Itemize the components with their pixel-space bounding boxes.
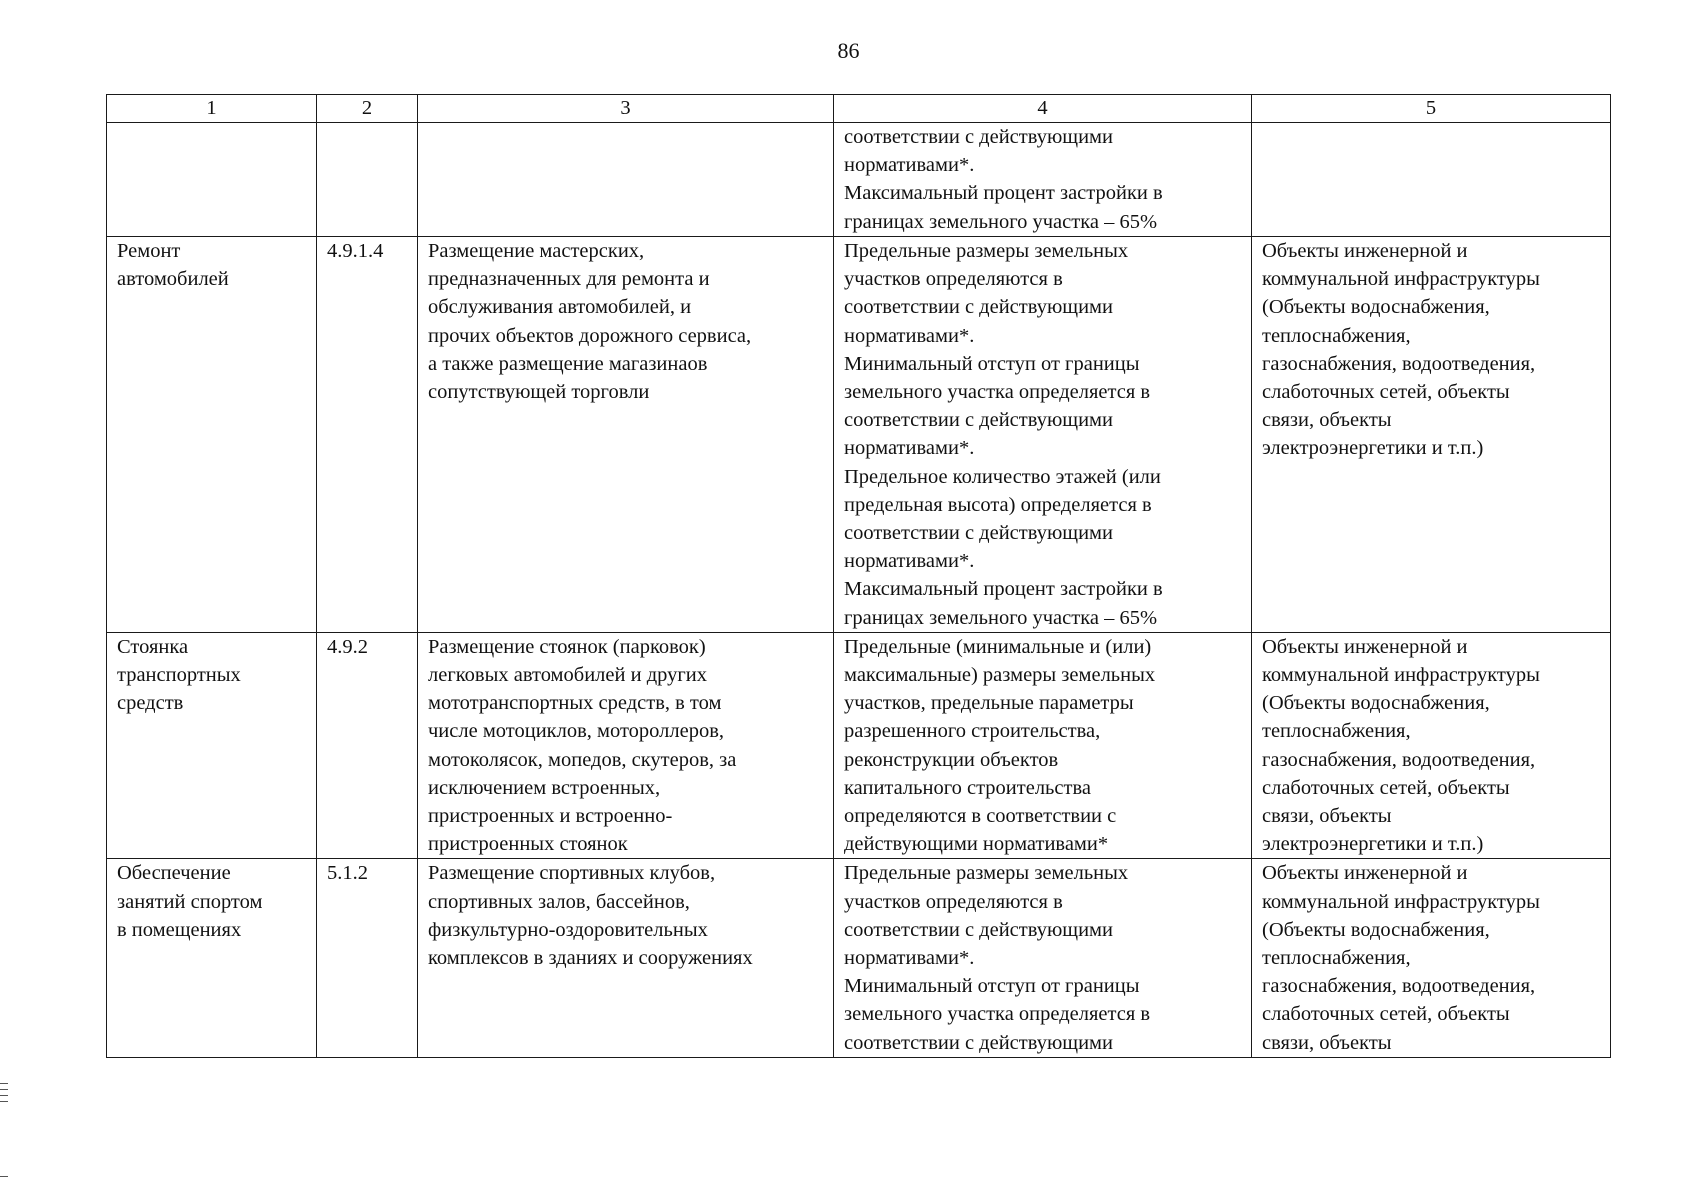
- parameters-line: земельного участка определяется в: [844, 1003, 1151, 1026]
- parameters-line: нормативами*.: [844, 437, 975, 460]
- header-col-5: 5: [1252, 95, 1611, 123]
- parameters-line: нормативами*.: [844, 154, 975, 177]
- parameters-line: реконструкции объектов: [844, 748, 1059, 771]
- description-line: обслуживания автомобилей, и: [428, 296, 692, 319]
- description-line: легковых автомобилей и других: [428, 664, 707, 687]
- cell-name: [107, 237, 317, 633]
- auxiliary-line: слаботочных сетей, объекты: [1262, 381, 1510, 404]
- description-line: спортивных залов, бассейнов,: [428, 890, 690, 913]
- cell-code: 5.1.2: [317, 859, 418, 1057]
- parameters-line: нормативами*.: [844, 550, 975, 573]
- table-row: [107, 632, 1611, 859]
- parameters-line: максимальные) размеры земельных: [844, 664, 1156, 687]
- scan-artifact: [0, 1101, 8, 1102]
- description-line: сопутствующей торговли: [428, 381, 650, 404]
- parameters-line: капитального строительства: [844, 776, 1091, 799]
- cell-parameters: [834, 237, 1252, 633]
- table-body: [107, 123, 1611, 1058]
- auxiliary-line: теплоснабжения,: [1262, 324, 1411, 347]
- cell-code: 4.9.1.4: [317, 237, 418, 633]
- parameters-line: предельная высота) определяется в: [844, 493, 1152, 516]
- name-line: в помещениях: [117, 918, 242, 941]
- parameters-line: соответствии с действующими: [844, 1031, 1113, 1054]
- table-row: [107, 859, 1611, 1057]
- description-line: прочих объектов дорожного сервиса,: [428, 324, 752, 347]
- description-line: комплексов в зданиях и сооружениях: [428, 947, 753, 970]
- description-line: числе мотоциклов, мотороллеров,: [428, 720, 725, 743]
- name-line: автомобилей: [117, 268, 229, 291]
- parameters-line: Предельные размеры земельных: [844, 862, 1129, 885]
- name-line: Ремонт: [117, 240, 181, 262]
- parameters-line: действующими нормативами*: [844, 833, 1109, 856]
- header-col-3: 3: [418, 95, 834, 123]
- parameters-line: границах земельного участка – 65%: [844, 210, 1158, 233]
- auxiliary-line: связи, объекты: [1262, 1031, 1392, 1054]
- parameters-line: участков, предельные параметры: [844, 692, 1134, 715]
- auxiliary-line: Объекты инженерной и: [1262, 635, 1468, 658]
- description-line: Размещение спортивных клубов,: [428, 862, 716, 885]
- table-row: [107, 237, 1611, 633]
- parameters-line: земельного участка определяется в: [844, 381, 1151, 404]
- cell-auxiliary: [1252, 237, 1611, 633]
- auxiliary-line: связи, объекты: [1262, 409, 1392, 432]
- parameters-line: соответствии с действующими: [844, 126, 1113, 148]
- scan-artifact: [0, 1089, 8, 1090]
- description-line: исключением встроенных,: [428, 776, 661, 799]
- parameters-line: Предельные размеры земельных: [844, 240, 1129, 262]
- scan-artifact: [0, 1176, 8, 1177]
- description-line: пристроенных и встроенно-: [428, 805, 673, 828]
- parameters-line: определяются в соответствии с: [844, 805, 1117, 828]
- name-line: Обеспечение: [117, 862, 231, 885]
- cell-auxiliary: [1252, 859, 1611, 1057]
- description-line: мотоколясок, мопедов, скутеров, за: [428, 748, 737, 771]
- auxiliary-line: газоснабжения, водоотведения,: [1262, 748, 1536, 771]
- parameters-line: Минимальный отступ от границы: [844, 975, 1140, 998]
- parameters-line: соответствии с действующими: [844, 296, 1113, 319]
- name-line: средств: [117, 692, 184, 715]
- cell-code: [317, 123, 418, 237]
- cell-description: [418, 632, 834, 859]
- description-line: физкультурно-оздоровительных: [428, 918, 708, 941]
- header-col-2: 2: [317, 95, 418, 123]
- cell-code: 4.9.2: [317, 632, 418, 859]
- parameters-line: соответствии с действующими: [844, 522, 1113, 545]
- auxiliary-line: слаботочных сетей, объекты: [1262, 776, 1510, 799]
- scan-artifact: [0, 1083, 8, 1084]
- table-row: [107, 123, 1611, 237]
- page-number: 86: [837, 38, 860, 63]
- land-use-table: [106, 94, 1611, 1058]
- name-line: занятий спортом: [117, 890, 263, 913]
- parameters-line: Предельное количество этажей (или: [844, 465, 1161, 488]
- parameters-line: соответствии с действующими: [844, 918, 1113, 941]
- parameters-line: разрешенного строительства,: [844, 720, 1101, 743]
- parameters-line: Максимальный процент застройки в: [844, 578, 1163, 601]
- parameters-line: Предельные (минимальные и (или): [844, 635, 1152, 658]
- cell-description: [418, 237, 834, 633]
- scan-artifact: [0, 1095, 8, 1096]
- auxiliary-line: Объекты инженерной и: [1262, 240, 1468, 262]
- name-line: Стоянка: [117, 635, 189, 658]
- cell-description: [418, 859, 834, 1057]
- parameters-line: участков определяются в: [844, 890, 1063, 913]
- auxiliary-line: теплоснабжения,: [1262, 720, 1411, 743]
- auxiliary-line: слаботочных сетей, объекты: [1262, 1003, 1510, 1026]
- parameters-line: Минимальный отступ от границы: [844, 352, 1140, 375]
- auxiliary-line: электроэнергетики и т.п.): [1262, 437, 1484, 460]
- cell-name: [107, 632, 317, 859]
- auxiliary-line: электроэнергетики и т.п.): [1262, 833, 1484, 856]
- auxiliary-line: Объекты инженерной и: [1262, 862, 1468, 885]
- header-col-4: 4: [834, 95, 1252, 123]
- parameters-line: нормативами*.: [844, 324, 975, 347]
- description-line: а также размещение магазинаов: [428, 352, 708, 375]
- cell-parameters: [834, 859, 1252, 1057]
- auxiliary-line: (Объекты водоснабжения,: [1262, 918, 1490, 941]
- name-line: транспортных: [117, 664, 241, 687]
- cell-name: [107, 859, 317, 1057]
- parameters-line: Максимальный процент застройки в: [844, 182, 1163, 205]
- auxiliary-line: связи, объекты: [1262, 805, 1392, 828]
- cell-name: [107, 123, 317, 237]
- auxiliary-line: газоснабжения, водоотведения,: [1262, 975, 1536, 998]
- description-line: мототранспортных средств, в том: [428, 692, 722, 715]
- header-row: [107, 95, 1611, 123]
- auxiliary-line: газоснабжения, водоотведения,: [1262, 352, 1536, 375]
- parameters-line: нормативами*.: [844, 947, 975, 970]
- cell-auxiliary: [1252, 123, 1611, 237]
- description-line: Размещение мастерских,: [428, 240, 645, 262]
- auxiliary-line: теплоснабжения,: [1262, 947, 1411, 970]
- description-line: Размещение стоянок (парковок): [428, 635, 706, 658]
- cell-description: [418, 123, 834, 237]
- auxiliary-line: (Объекты водоснабжения,: [1262, 296, 1490, 319]
- parameters-line: участков определяются в: [844, 268, 1063, 291]
- cell-parameters: [834, 632, 1252, 859]
- auxiliary-line: коммунальной инфраструктуры: [1262, 268, 1540, 291]
- auxiliary-line: коммунальной инфраструктуры: [1262, 890, 1540, 913]
- description-line: предназначенных для ремонта и: [428, 268, 710, 291]
- parameters-line: границах земельного участка – 65%: [844, 606, 1158, 629]
- cell-parameters: [834, 123, 1252, 237]
- parameters-line: соответствии с действующими: [844, 409, 1113, 432]
- cell-auxiliary: [1252, 632, 1611, 859]
- auxiliary-line: коммунальной инфраструктуры: [1262, 664, 1540, 687]
- header-col-1: 1: [107, 95, 317, 123]
- auxiliary-line: (Объекты водоснабжения,: [1262, 692, 1490, 715]
- table-header: [107, 95, 1611, 123]
- description-line: пристроенных стоянок: [428, 833, 628, 856]
